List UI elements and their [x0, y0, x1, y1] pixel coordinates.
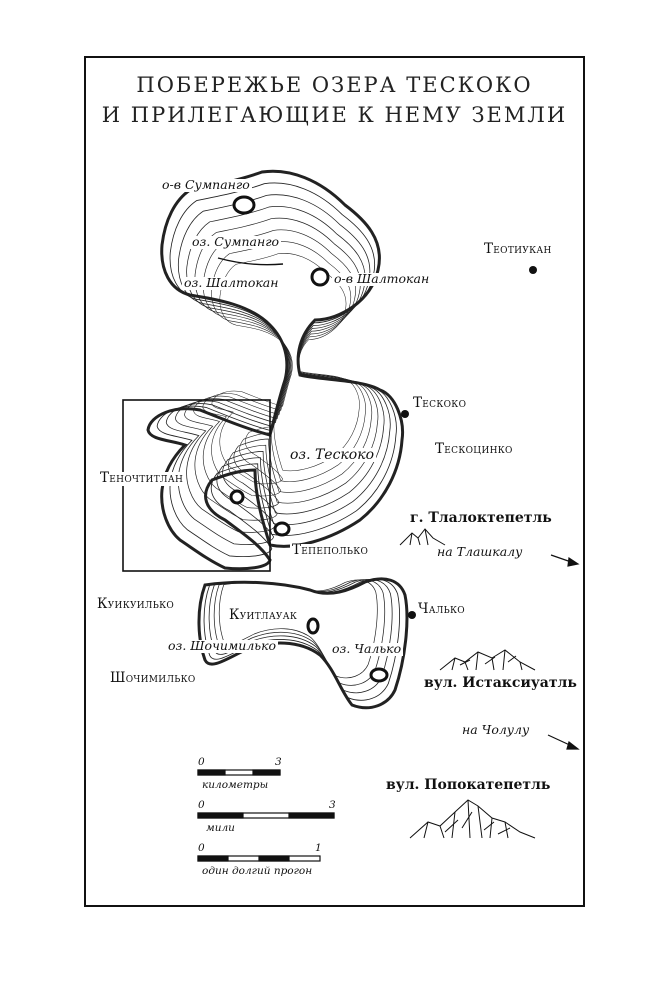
scale-km-caption: километры — [202, 779, 269, 791]
scale-bar-miles — [198, 813, 334, 818]
island-tepepolco-shape — [275, 523, 289, 535]
mountain-popocatepetl-icon — [410, 800, 535, 838]
scale-league-caption: один долгий прогон — [202, 865, 313, 877]
label-tenochtitlan: Теночтитлан — [100, 470, 184, 486]
chalco-dot — [408, 611, 416, 619]
texcoco-dot — [401, 410, 409, 418]
label-volcano-popocatepetl: вул. Попокатепетль — [386, 777, 551, 793]
island-tenochtitlan-shape — [231, 491, 243, 503]
label-island-xaltocan: о-в Шалтокан — [334, 271, 430, 286]
scale-km-end: 3 — [275, 756, 282, 768]
island-xaltocan-shape — [312, 269, 328, 285]
mountain-tlaloc-icon — [400, 529, 445, 545]
lake-texcoco-body — [148, 171, 403, 568]
label-cuitlahuac: Куитлауак — [229, 607, 298, 623]
label-teotihuacan: Теотиукан — [484, 241, 552, 257]
label-route-cholula: на Чолулу — [462, 722, 530, 737]
label-tepepolco: Тепеполько — [292, 542, 369, 558]
scale-km-start: 0 — [198, 756, 205, 768]
teotihuacan-dot — [529, 266, 537, 274]
label-island-sumpango: о-в Сумпанго — [162, 177, 250, 192]
island-cuitlahuac-shape — [308, 619, 318, 633]
label-cuicuilco: Куикуилько — [97, 596, 175, 612]
arrow-tlaxcala-icon — [551, 555, 578, 566]
scale-league-end: 1 — [315, 842, 322, 854]
scale-miles-end: 3 — [329, 799, 336, 811]
island-sumpango-shape — [234, 197, 254, 213]
label-lake-xochimilco: оз. Шочимилько — [168, 638, 277, 653]
label-texcotzinco: Тескоцинко — [435, 441, 513, 457]
label-route-tlaxcala: на Тлашкалу — [437, 544, 523, 559]
island-chalco-shape — [371, 669, 387, 681]
scale-miles-caption: мили — [206, 822, 235, 834]
label-lake-texcoco: оз. Тескоко — [290, 447, 375, 463]
map-title-line-2: И ПРИЛЕГАЮЩИЕ К НЕМУ ЗЕМЛИ — [101, 103, 568, 127]
label-lake-xaltocan: оз. Шалтокан — [184, 275, 279, 290]
label-texcoco: Тескоко — [413, 395, 467, 411]
label-xochimilco: Шочимилько — [110, 670, 196, 686]
mountain-iztaccihuatl-icon — [440, 650, 535, 670]
scale-league-start: 0 — [198, 842, 205, 854]
map-title-line-1: ПОБЕРЕЖЬЕ ОЗЕРА ТЕСКОКО — [136, 73, 533, 97]
label-chalco: Чалько — [418, 601, 465, 617]
label-volcano-iztaccihuatl: вул. Истаксиуатль — [424, 675, 577, 691]
label-mount-tlaloc: г. Тлалоктепетль — [410, 510, 552, 526]
label-lake-chalco: оз. Чалько — [332, 641, 402, 656]
scale-miles-start: 0 — [198, 799, 205, 811]
scale-bar-km — [198, 770, 280, 775]
label-lake-sumpango: оз. Сумпанго — [192, 234, 280, 249]
scale-bar-league — [198, 856, 320, 861]
arrow-cholula-icon — [548, 735, 578, 749]
